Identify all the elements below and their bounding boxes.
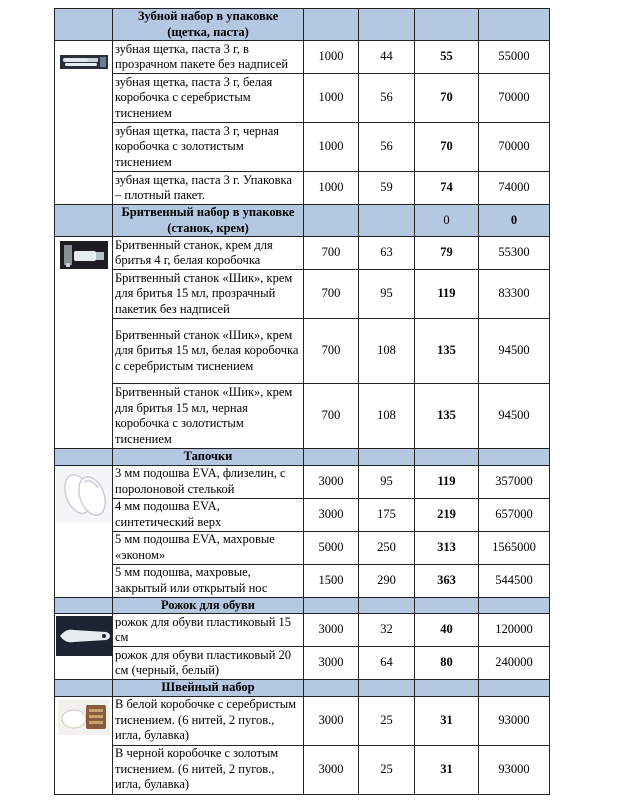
table-row: зубная щетка, паста 3 г. Упаковка – плотный пакет. 1000 59 74 74000 xyxy=(55,172,550,205)
table-row: Бритвенный станок «Шик», крем для бритья 15 мл, белая коробочка с серебристым тиснением 700 108 135 94500 xyxy=(55,319,550,384)
section-header-shaving-kit: Бритвенный набор в упаковке (станок, крем) 0 0 xyxy=(55,205,550,237)
table-row: Бритвенный станок «Шик», крем для бритья 15 мл, черная коробочка с золотистым тиснением 700 108 135 94500 xyxy=(55,384,550,449)
table-row: зубная щетка, паста 3 г, белая коробочка с серебристым тиснением 1000 56 70 70000 xyxy=(55,74,550,123)
table-row: В черной коробочке с золотым тиснением. (6 нитей, 2 пугов., игла, булавка) 3000 25 31 93000 xyxy=(55,745,550,794)
table-row: Бритвенный станок, крем для бритья 4 г, белая коробочка 700 63 79 55300 xyxy=(55,237,550,270)
slippers-icon xyxy=(55,465,113,597)
table-row: В белой коробочке с серебристым тиснением. (6 нитей, 2 пугов., игла, булавка) 3000 25 31 93000 xyxy=(55,696,550,745)
section-title: Швейный набор xyxy=(113,680,304,697)
table-row: рожок для обуви пластиковый 15 см 3000 32 40 120000 xyxy=(55,614,550,647)
table-row: 4 мм подошва EVA, синтетический верх 3000 175 219 657000 xyxy=(55,498,550,531)
price-document xyxy=(54,8,549,795)
table-row: Бритвенный станок «Шик», крем для бритья 15 мл, прозрачный пакетик без надписей 700 95 119 83300 xyxy=(55,270,550,319)
section-title: Рожок для обуви xyxy=(113,597,304,614)
section-header-slippers xyxy=(55,449,550,466)
shaving-kit-icon xyxy=(55,237,113,449)
table-row: рожок для обуви пластиковый 20 см (черный, белый) 3000 64 80 240000 xyxy=(55,647,550,680)
row-description: зубная щетка, паста 3 г, в прозрачном пакете без надписей xyxy=(113,41,304,74)
table-row: 5 мм подошва EVA, махровые «эконом» 5000 250 313 1565000 xyxy=(55,531,550,564)
price-table xyxy=(54,8,550,795)
sewing-kit-icon xyxy=(55,696,113,794)
section-title: Тапочки xyxy=(113,449,304,466)
toothbrush-kit-icon xyxy=(55,41,113,205)
section-header-sewing-kit xyxy=(55,680,550,697)
shoehorn-icon xyxy=(55,614,113,680)
section-title: Бритвенный набор в упаковке (станок, крем) xyxy=(113,205,304,237)
table-row: 5 мм подошва, махровые, закрытый или открытый нос 1500 290 363 544500 xyxy=(55,564,550,597)
section-title: Зубной набор в упаковке (щетка, паста) xyxy=(113,9,304,41)
table-row: зубная щетка, паста 3 г, черная коробочка с золотистым тиснением 1000 56 70 70000 xyxy=(55,123,550,172)
table-row: зубная щетка, паста 3 г, в прозрачном пакете без надписей 1000 44 55 55000 xyxy=(55,41,550,74)
section-header-toothbrush-kit xyxy=(55,9,550,41)
table-row: 3 мм подошва EVA, флизелин, с поролоновой стелькой 3000 95 119 357000 xyxy=(55,465,550,498)
section-header-shoehorn xyxy=(55,597,550,614)
